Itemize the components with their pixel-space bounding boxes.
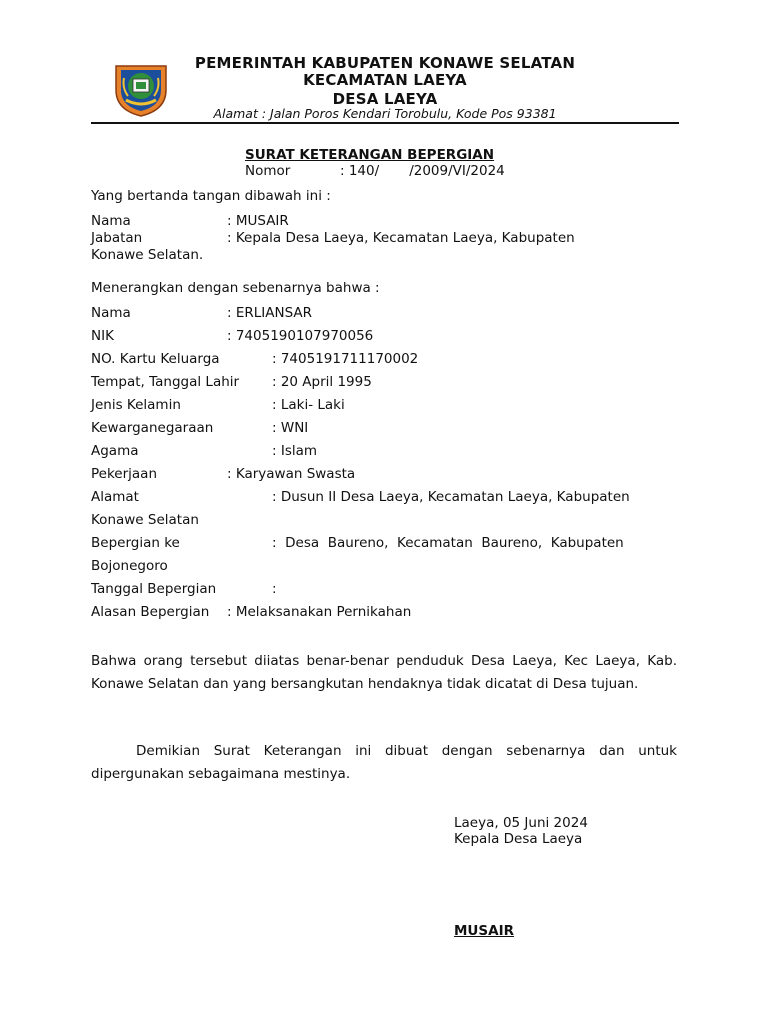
person-destination-label: Bepergian ke <box>91 535 180 551</box>
person-address-continued: Konawe Selatan <box>91 512 199 528</box>
signer-name-value: : MUSAIR <box>227 213 289 229</box>
letter-number-label: Nomor <box>245 163 291 179</box>
person-occupation-value: : Karyawan Swasta <box>227 466 356 482</box>
person-name-label: Nama <box>91 305 131 321</box>
paragraph-statement: Bahwa orang tersebut diiatas benar-benar penduduk Desa Laeya, Kec Laeya, Kab. Konawe Selatan dan yang bersangkutan hendaknya tidak dicatat di Desa tujuan. <box>91 653 677 692</box>
statement-text: Menerangkan dengan sebenarnya bahwa : <box>91 280 380 296</box>
person-address-label: Alamat <box>91 489 139 505</box>
person-address-value: : Dusun II Desa Laeya, Kecamatan Laeya, Kabupaten <box>272 489 630 505</box>
person-citizenship-label: Kewarganegaraan <box>91 420 214 436</box>
person-citizenship-value: : WNI <box>272 420 309 436</box>
letter-number-value: : 140/ /2009/VI/2024 <box>340 163 505 179</box>
header-divider <box>91 122 679 124</box>
place-date: Laeya, 05 Juni 2024 <box>454 815 588 831</box>
person-destination-continued: Bojonegoro <box>91 558 168 574</box>
header-village: DESA LAEYA <box>332 90 438 108</box>
person-birth-value: : 20 April 1995 <box>272 374 372 390</box>
header-government: PEMERINTAH KABUPATEN KONAWE SELATAN <box>194 54 576 72</box>
person-reason-value: : Melaksanakan Pernikahan <box>227 604 412 620</box>
person-reason-label: Alasan Bepergian <box>91 604 210 620</box>
person-kk-value: : 7405191711170002 <box>272 351 419 367</box>
person-destination-value: : Desa Baureno, Kecamatan Baureno, Kabupaten <box>272 535 624 551</box>
person-kk-label: NO. Kartu Keluarga <box>91 351 220 367</box>
letter-title: SURAT KETERANGAN BEPERGIAN <box>245 147 495 163</box>
person-name-value: : ERLIANSAR <box>227 305 313 321</box>
person-travel-date-label: Tanggal Bepergian <box>91 581 217 597</box>
person-occupation-label: Pekerjaan <box>91 466 158 482</box>
header-district: KECAMATAN LAEYA <box>303 71 467 89</box>
person-gender-label: Jenis Kelamin <box>91 397 181 413</box>
person-gender-value: : Laki- Laki <box>272 397 345 413</box>
person-nik-label: NIK <box>91 328 114 344</box>
person-birth-label: Tempat, Tanggal Lahir <box>91 374 240 390</box>
person-nik-value: : 7405190107970056 <box>227 328 374 344</box>
person-travel-date-value: : <box>272 581 277 597</box>
intro-text: Yang bertanda tangan dibawah ini : <box>91 188 331 204</box>
signer-name-label: Nama <box>91 213 131 229</box>
person-religion-value: : Islam <box>272 443 318 459</box>
signer-position-continued: Konawe Selatan. <box>91 247 204 263</box>
person-religion-label: Agama <box>91 443 139 459</box>
signer-position-label: Jabatan <box>91 230 143 246</box>
signature-name: MUSAIR <box>454 923 514 939</box>
signer-position-value: : Kepala Desa Laeya, Kecamatan Laeya, Kabupaten <box>227 230 575 246</box>
header-address: Alamat : Jalan Poros Kendari Torobulu, Kode Pos 93381 <box>213 106 557 121</box>
paragraph-closing: Demikian Surat Keterangan ini dibuat dengan sebenarnya dan untuk dipergunakan sebagaimana mestinya. <box>91 743 677 782</box>
signature-title: Kepala Desa Laeya <box>454 831 583 847</box>
